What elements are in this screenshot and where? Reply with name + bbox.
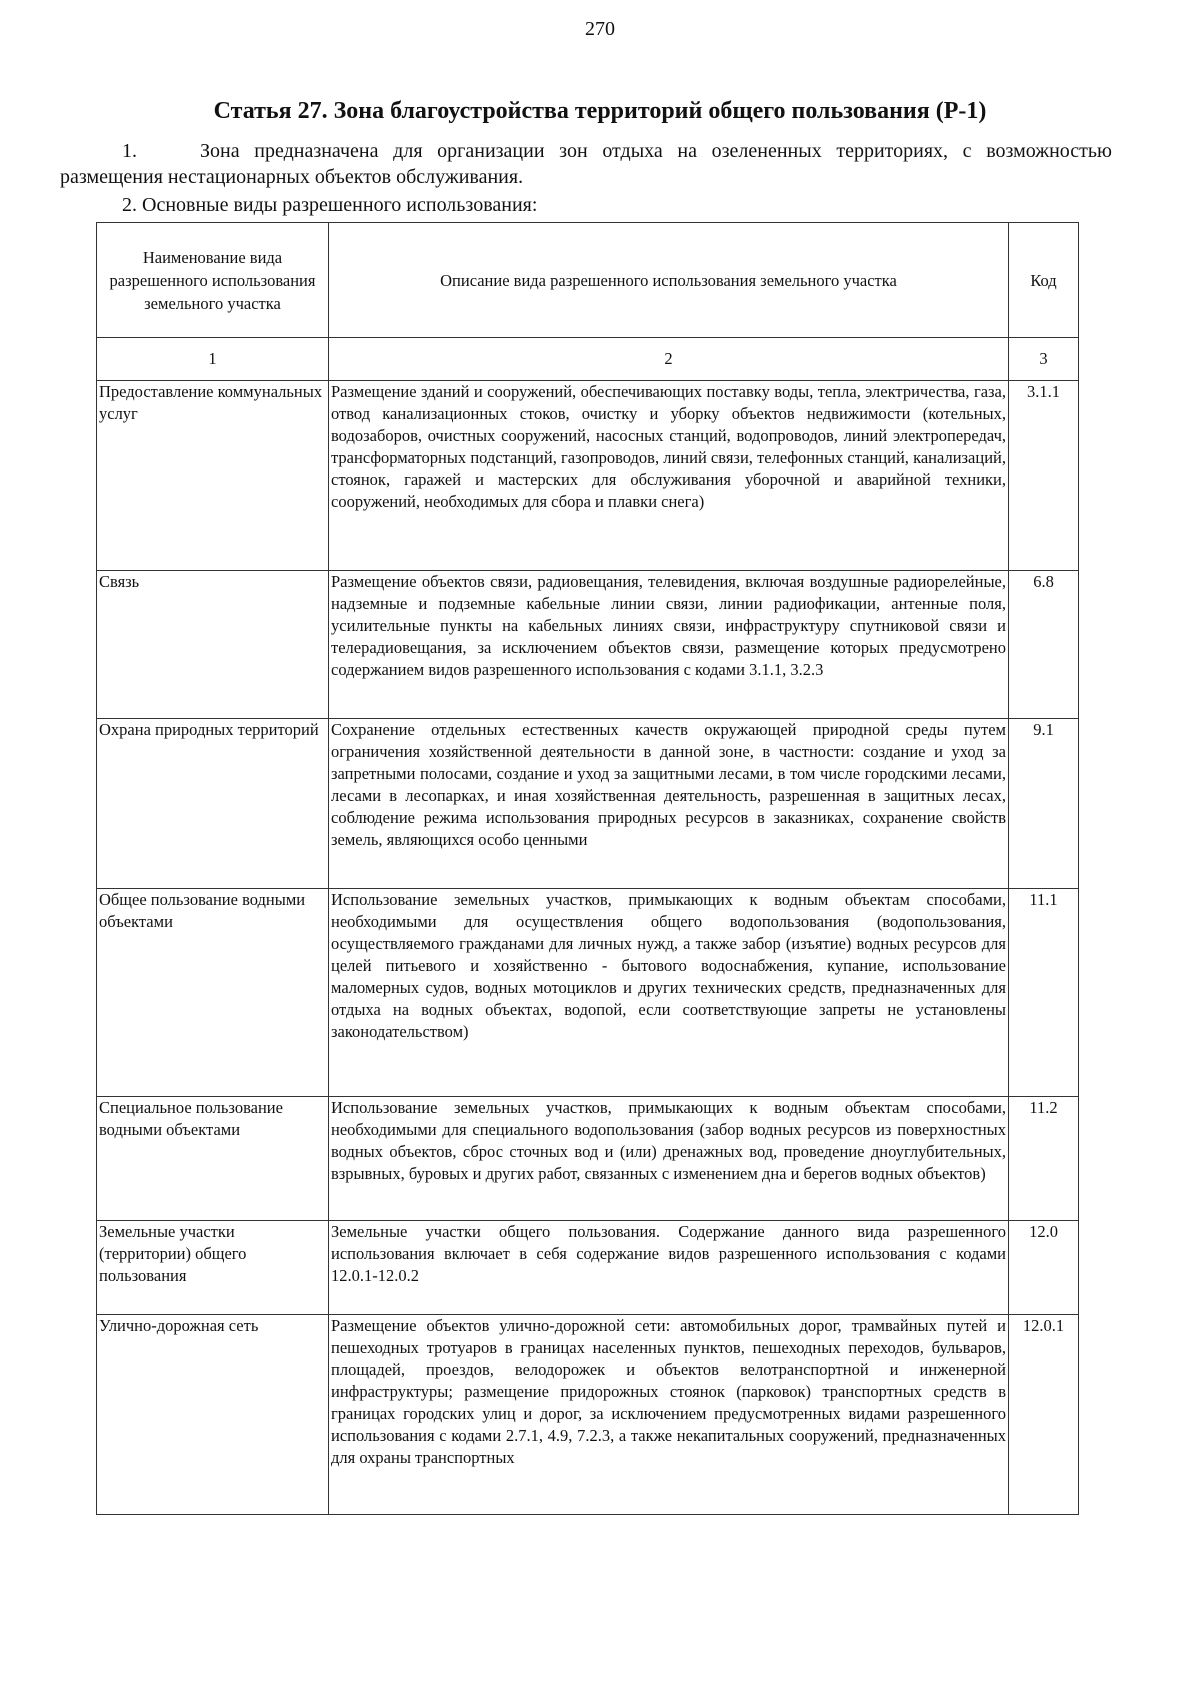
use-description: Земельные участки общего пользования. Содержание данного вида разрешенного использования включает в себя содержание видов разрешенного использования с кодами 12.0.1-12.0.2: [329, 1221, 1009, 1315]
use-code: 11.1: [1009, 889, 1079, 1097]
use-name: Связь: [97, 571, 329, 719]
permitted-uses-table: [96, 222, 1079, 1515]
table-row: [97, 381, 1079, 571]
use-description: Сохранение отдельных естественных качеств окружающей природной среды путем ограничения хозяйственной деятельности в данной зоне, в частности: создание и уход за запретными полосами, создание и уход за защитными лесами, в том числе городскими лесами, лесами в лесопарках, и иная хозяйственная деятельность, разрешенная в защитных лесах, соблюдение режима использования природных ресурсов в заказниках, сохранение свойств земель, являющихся особо ценными: [329, 719, 1009, 889]
use-name: Предоставление коммунальных услуг: [97, 381, 329, 571]
use-description: Использование земельных участков, примыкающих к водным объектам способами, необходимыми для специального водопользования (забор водных ресурсов из поверхностных водных объектов, сброс сточных вод и (или) дренажных вод, проведение дноуглубительных, взрывных, буровых и других работ, связанных с изменением дна и берегов водных объектов): [329, 1097, 1009, 1221]
use-code: 9.1: [1009, 719, 1079, 889]
use-description: Размещение объектов связи, радиовещания, телевидения, включая воздушные радиорелейные, надземные и подземные кабельные линии связи, линии радиофикации, антенные поля, усилительные пункты на кабельных линиях связи, инфраструктуру спутниковой связи и телерадиовещания, за исключением объектов связи, размещение которых предусмотрено содержанием видов разрешенного использования с кодами 3.1.1, 3.2.3: [329, 571, 1009, 719]
column-number: 3: [1009, 338, 1079, 381]
paragraph-2: 2. Основные виды разрешенного использования:: [122, 194, 538, 216]
table-row: [97, 889, 1079, 1097]
column-number: 1: [97, 338, 329, 381]
table-row: [97, 1097, 1079, 1221]
table-row: [97, 571, 1079, 719]
header-name: Наименование вида разрешенного использования земельного участка: [97, 223, 329, 338]
page-number: 270: [585, 18, 615, 40]
column-number: 2: [329, 338, 1009, 381]
use-name: Общее пользование водными объектами: [97, 889, 329, 1097]
use-code: 12.0.1: [1009, 1315, 1079, 1515]
paragraph-1-text: Зона предназначена для организации зон отдыха на озелененных территориях, с возможностью размещения нестационарных объектов обслуживания.: [60, 140, 1112, 188]
header-code: Код: [1009, 223, 1079, 338]
paragraph-1: [60, 138, 1112, 190]
use-description: Размещение объектов улично-дорожной сети: автомобильных дорог, трамвайных путей и пешеходных тротуаров в границах населенных пунктов, пешеходных переходов, бульваров, площадей, проездов, велодорожек и объектов велотранспортной и инженерной инфраструктуры; размещение придорожных стоянок (парковок) транспортных средств в границах городских улиц и дорог, за исключением предусмотренных видами разрешенного использования с кодами 2.7.1, 4.9, 7.2.3, а также некапитальных сооружений, предназначенных для охраны транспортных: [329, 1315, 1009, 1515]
use-name: Охрана природных территорий: [97, 719, 329, 889]
use-name: Улично-дорожная сеть: [97, 1315, 329, 1515]
use-description: Размещение зданий и сооружений, обеспечивающих поставку воды, тепла, электричества, газа, отвод канализационных стоков, очистку и уборку объектов недвижимости (котельных, водозаборов, очистных сооружений, насосных станций, водопроводов, линий электропередач, трансформаторных подстанций, газопроводов, линий связи, телефонных станций, канализаций, стоянок, гаражей и мастерских для обслуживания уборочной и аварийной техники, сооружений, необходимых для сбора и плавки снега): [329, 381, 1009, 571]
table-row: [97, 719, 1079, 889]
column-number-row: [97, 338, 1079, 381]
table-row: [97, 1221, 1079, 1315]
article-title: Статья 27. Зона благоустройства территорий общего пользования (Р-1): [213, 98, 987, 124]
use-description: Использование земельных участков, примыкающих к водным объектам способами, необходимыми для осуществления общего водопользования (водопользования, осуществляемого гражданами для личных нужд, а также забор (изъятие) водных ресурсов для целей питьевого и хозяйственно - бытового водоснабжения, купание, использование маломерных судов, водных мотоциклов и других технических средств, предназначенных для отдыха на водных объектах, водопой, если соответствующие запреты не установлены законодательством): [329, 889, 1009, 1097]
use-code: 12.0: [1009, 1221, 1079, 1315]
table-header-row: [97, 223, 1079, 338]
use-code: 6.8: [1009, 571, 1079, 719]
paragraph-1-number: 1.: [122, 140, 137, 162]
use-name: Земельные участки (территории) общего пользования: [97, 1221, 329, 1315]
header-description: Описание вида разрешенного использования земельного участка: [329, 223, 1009, 338]
use-code: 11.2: [1009, 1097, 1079, 1221]
table-row: [97, 1315, 1079, 1515]
use-code: 3.1.1: [1009, 381, 1079, 571]
use-name: Специальное пользование водными объектами: [97, 1097, 329, 1221]
